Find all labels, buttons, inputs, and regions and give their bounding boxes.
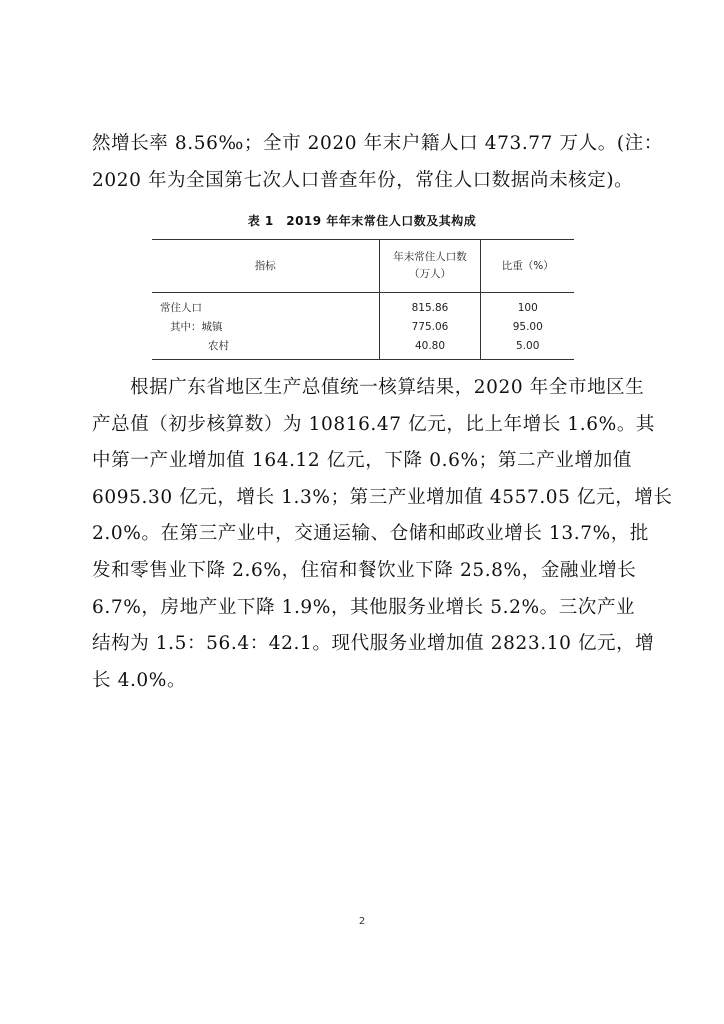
header-population-line2: （万人） [408, 268, 451, 280]
table-row [152, 317, 574, 336]
text-line: 2020 年为全国第七次人口普查年份，常住人口数据尚未核定)。 [92, 169, 634, 191]
row-label: 其中：城镇 [170, 321, 223, 333]
row-share: 100 [517, 301, 538, 314]
header-indicator: 指标 [152, 240, 379, 293]
paragraph-intro [92, 126, 663, 199]
header-population-line1: 年末常住人口数 [393, 251, 467, 263]
text-line: 长 4.0%。 [92, 669, 187, 691]
table-row [152, 293, 574, 318]
row-share: 5.00 [481, 336, 574, 360]
text-line: 中第一产业增加值 164.12 亿元，下降 0.6%；第二产业增加值 [92, 450, 632, 472]
row-population: 815.86 [379, 293, 481, 318]
text-line: 6.7%，房地产业下降 1.9%，其他服务业增长 5.2%。三次产业 [92, 596, 636, 618]
page-number: 2 [358, 916, 366, 927]
row-population: 775.06 [379, 317, 481, 336]
header-population [379, 240, 481, 293]
text-line: 根据广东省地区生产总值统一核算结果，2020 年全市地区生 [130, 377, 645, 398]
header-share: 比重（%） [481, 240, 574, 293]
table-row [152, 336, 574, 360]
row-label: 常住人口 [160, 302, 202, 314]
text-line: 6095.30 亿元，增长 1.3%；第三产业增加值 4557.05 亿元，增长 [92, 486, 673, 508]
row-share: 95.00 [512, 320, 543, 333]
table-caption: 表 1 2019 年年末常住人口数及其构成 [247, 214, 477, 228]
text-line: 然增长率 8.56‰；全市 2020 年末户籍人口 473.77 万人。(注： [92, 133, 663, 154]
text-line: 结构为 1.5：56.4：42.1。现代服务业增加值 2823.10 亿元，增 [92, 633, 655, 655]
text-line: 2.0%。在第三产业中，交通运输、仓储和邮政业增长 13.7%，批 [92, 523, 649, 545]
row-population: 40.80 [379, 336, 481, 360]
text-line: 产总值（初步核算数）为 10816.47 亿元，比上年增长 1.6%。其 [92, 413, 656, 435]
row-label: 农村 [152, 336, 379, 360]
text-line: 发和零售业下降 2.6%，住宿和餐饮业下降 25.8%，金融业增长 [92, 559, 637, 581]
population-table [152, 239, 574, 360]
paragraph-gdp [92, 370, 673, 699]
table-header-row [152, 240, 574, 293]
